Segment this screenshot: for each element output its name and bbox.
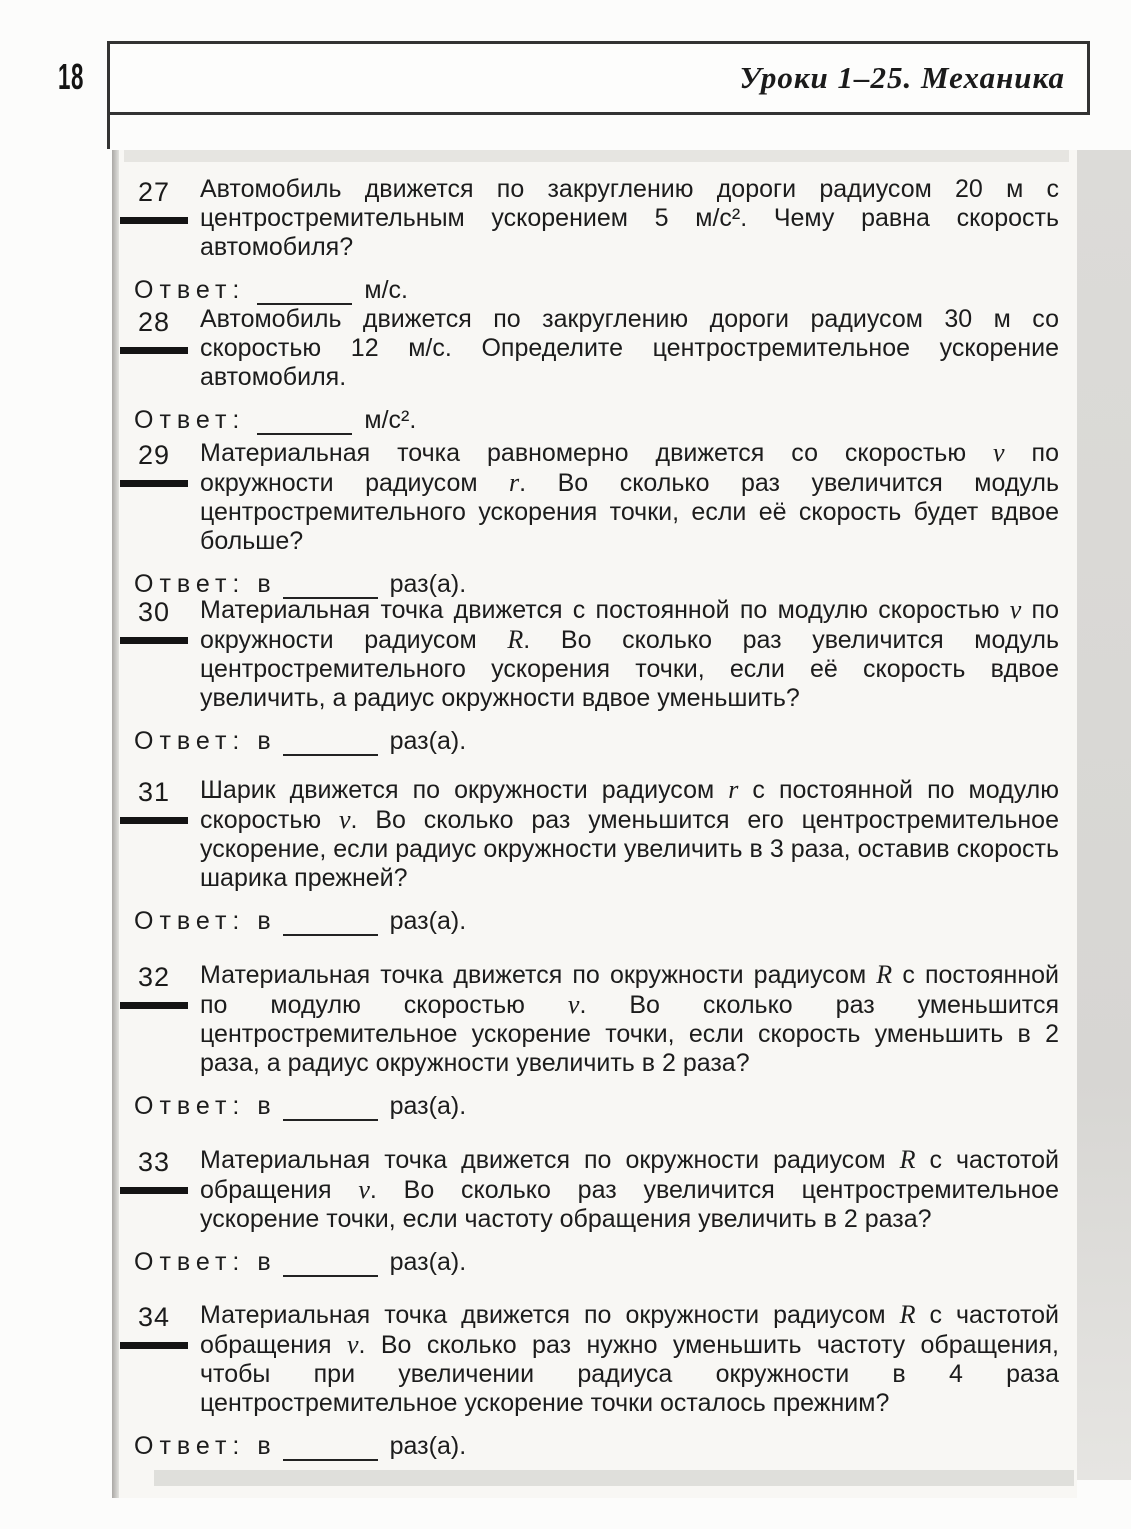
problem-number: 30 <box>137 597 171 627</box>
chapter-header-box <box>107 41 1090 115</box>
answer-pre-word: в <box>257 1092 271 1120</box>
problem-number-column <box>116 777 192 824</box>
problem-text: Материальная точка движется с постоянной по модулю скоростью v по окружности радиусом R. Во сколько раз увеличится модуль центростремительного ускорения точки, если её скорость вдвое увеличить, а радиус окружности вдвое уменьшить? <box>200 595 1060 712</box>
answer-unit: раз(а). <box>389 727 467 755</box>
problem-number: 32 <box>137 962 171 992</box>
problem-number: 33 <box>137 1147 171 1177</box>
problem-number-rule <box>120 1002 188 1009</box>
answer-label: Ответ: <box>134 1432 246 1460</box>
answer-blank <box>257 283 352 305</box>
problem-number-column <box>116 440 192 487</box>
problem-number-column <box>116 1147 192 1194</box>
answer-unit: м/с. <box>364 276 408 304</box>
problem-number-rule <box>120 637 188 644</box>
page-number: 18 <box>58 56 85 97</box>
answer-line <box>134 1092 1077 1121</box>
problem-number-rule <box>120 1187 188 1194</box>
answer-label: Ответ: <box>134 727 246 755</box>
answer-label: Ответ: <box>134 1248 246 1276</box>
problem-number: 34 <box>137 1302 171 1332</box>
problem-number-rule <box>120 347 188 354</box>
problem-text: Материальная точка движется по окружности радиусом R с частотой обращения ν. Во сколько раз увеличится центростремительное ускорение точки, если частоту обращения увеличить в 2 раза? <box>200 1145 1059 1233</box>
answer-unit: раз(а). <box>389 907 467 935</box>
answer-blank <box>283 1439 378 1461</box>
problem-item <box>112 1300 1077 1461</box>
problem-text: Автомобиль движется по закруглению дороги радиусом 30 м со скоростью 12 м/с. Определите центростремительное ускорение автомобиля. <box>200 305 1059 391</box>
answer-line <box>134 907 1077 936</box>
answer-line <box>134 406 1077 435</box>
worksheet-area <box>112 150 1077 1498</box>
problem-number: 27 <box>137 177 171 207</box>
answer-blank <box>283 1099 378 1121</box>
problem-number-rule <box>120 817 188 824</box>
problem-item <box>112 438 1077 599</box>
answer-line <box>134 276 1077 305</box>
problem-number: 31 <box>137 777 171 807</box>
answer-blank <box>283 734 378 756</box>
problem-text: Материальная точка движется по окружности радиусом R с постоянной по модулю скоростью v. Во сколько раз уменьшится центростремительное ускорение точки, если скорость уменьшить в 2 раза, а радиус окружности увеличить в 2 раза? <box>200 960 1059 1077</box>
answer-label: Ответ: <box>134 907 246 935</box>
problem-item <box>112 1145 1077 1277</box>
answer-unit: раз(а). <box>389 1092 467 1120</box>
problem-item <box>112 175 1077 305</box>
answer-label: Ответ: <box>134 276 246 304</box>
problem-text: Материальная точка равномерно движется со скоростью v по окружности радиусом r. Во сколько раз увеличится модуль центростремительного ускорения точки, если её скорость будет вдвое больше? <box>200 438 1059 555</box>
answer-blank <box>283 914 378 936</box>
answer-blank <box>257 413 352 435</box>
answer-unit: раз(а). <box>389 1432 467 1460</box>
problem-item <box>112 960 1077 1121</box>
answer-line <box>134 1248 1077 1277</box>
answer-unit: раз(а). <box>389 570 467 598</box>
problem-item <box>112 595 1077 756</box>
problem-item <box>112 305 1077 435</box>
scan-noise-top <box>124 150 1069 162</box>
answer-label: Ответ: <box>134 570 246 598</box>
problem-number-column <box>116 962 192 1009</box>
answer-label: Ответ: <box>134 1092 246 1120</box>
problem-number-column <box>116 597 192 644</box>
answer-unit: м/с². <box>364 406 417 434</box>
answer-line <box>134 1432 1077 1461</box>
answer-line <box>134 727 1077 756</box>
chapter-title: Уроки 1–25. Механика <box>739 60 1065 95</box>
problem-number: 28 <box>137 307 171 337</box>
problem-text: Материальная точка движется по окружности радиусом R с частотой обращения ν. Во сколько раз нужно уменьшить частоту обращения, чтобы при увеличении радиуса окружности в 4 раза центростремительное ускорение точки осталось прежним? <box>200 1300 1059 1417</box>
problem-number-column <box>116 307 192 354</box>
answer-pre-word: в <box>257 907 271 935</box>
header-rule-tail <box>107 112 110 149</box>
problem-text: Автомобиль движется по закруглению дороги радиусом 20 м с центростремительным ускорением 5 м/с². Чему равна скорость автомобиля? <box>200 175 1059 261</box>
answer-label: Ответ: <box>134 406 246 434</box>
answer-pre-word: в <box>257 1432 271 1460</box>
problem-item <box>112 775 1077 936</box>
answer-unit: раз(а). <box>389 1248 467 1276</box>
answer-pre-word: в <box>257 570 271 598</box>
problem-number-rule <box>120 1342 188 1349</box>
problem-number-column <box>116 177 192 224</box>
problem-number-rule <box>120 480 188 487</box>
scan-gutter-right <box>1077 150 1131 1480</box>
problem-text: Шарик движется по окружности радиусом r с постоянной по модулю скоростью v. Во сколько раз уменьшится его центростремительное ускорение, если радиус окружности увеличить в 3 раза, оставив скорость шарика прежней? <box>200 775 1059 892</box>
problem-number-rule <box>120 217 188 224</box>
scan-noise-bottom <box>154 1470 1074 1486</box>
answer-blank <box>283 1255 378 1277</box>
answer-pre-word: в <box>257 1248 271 1276</box>
problem-number-column <box>116 1302 192 1349</box>
problem-number: 29 <box>137 440 171 470</box>
answer-pre-word: в <box>257 727 271 755</box>
